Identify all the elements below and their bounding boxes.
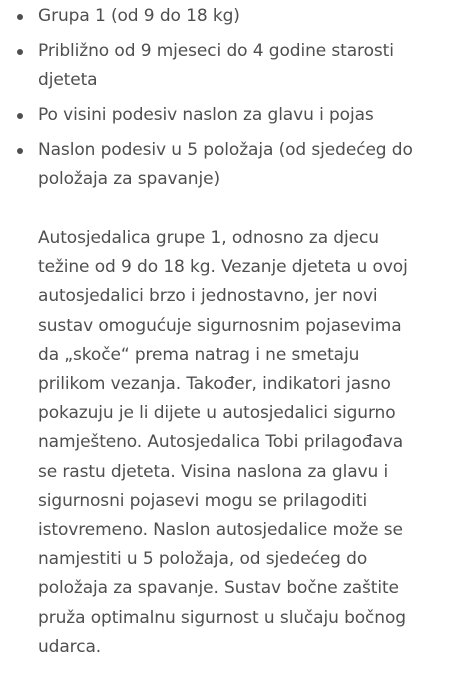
- bullet-icon: [17, 148, 23, 154]
- feature-text: Naslon podesiv u 5 položaja (od sjedećeg do položaja za spavanje): [38, 140, 413, 189]
- bullet-icon: [17, 49, 23, 55]
- feature-text: Grupa 1 (od 9 do 18 kg): [38, 6, 240, 26]
- description-paragraph: Autosjedalica grupe 1, odnosno za djecu težine od 9 do 18 kg. Vezanje djeteta u ovoj autosjedalici brzo i jednostavno, jer novi sustav omogućuje sigurnosnim pojasevima da „skoče“ prema natrag i ne smetaju prilikom vezanja. Također, indikatori jasno pokazuju je li dijete u autosjedalici sigurno namješteno. Autosjedalica Tobi prilagođava se rastu djeteta. Visina naslona za glavu i sigurnosni pojasevi mogu se prilagoditi istovremeno. Naslon autosjedalice može se namjestiti u 5 položaja, od sjedećeg do položaja za spavanje. Sustav bočne zaštite pruža optimalnu sigurnost u slučaju bočnog udarca.: [38, 228, 408, 657]
- list-item: [0, 101, 459, 130]
- feature-list: [0, 2, 459, 200]
- bullet-icon: [17, 113, 23, 119]
- list-item: [0, 37, 459, 95]
- feature-text: Približno od 9 mjeseci do 4 godine starosti djeteta: [38, 41, 394, 90]
- list-item: [0, 136, 459, 194]
- bullet-icon: [17, 14, 23, 20]
- feature-text: Po visini podesiv naslon za glavu i pojas: [38, 105, 374, 125]
- list-item: [0, 2, 459, 31]
